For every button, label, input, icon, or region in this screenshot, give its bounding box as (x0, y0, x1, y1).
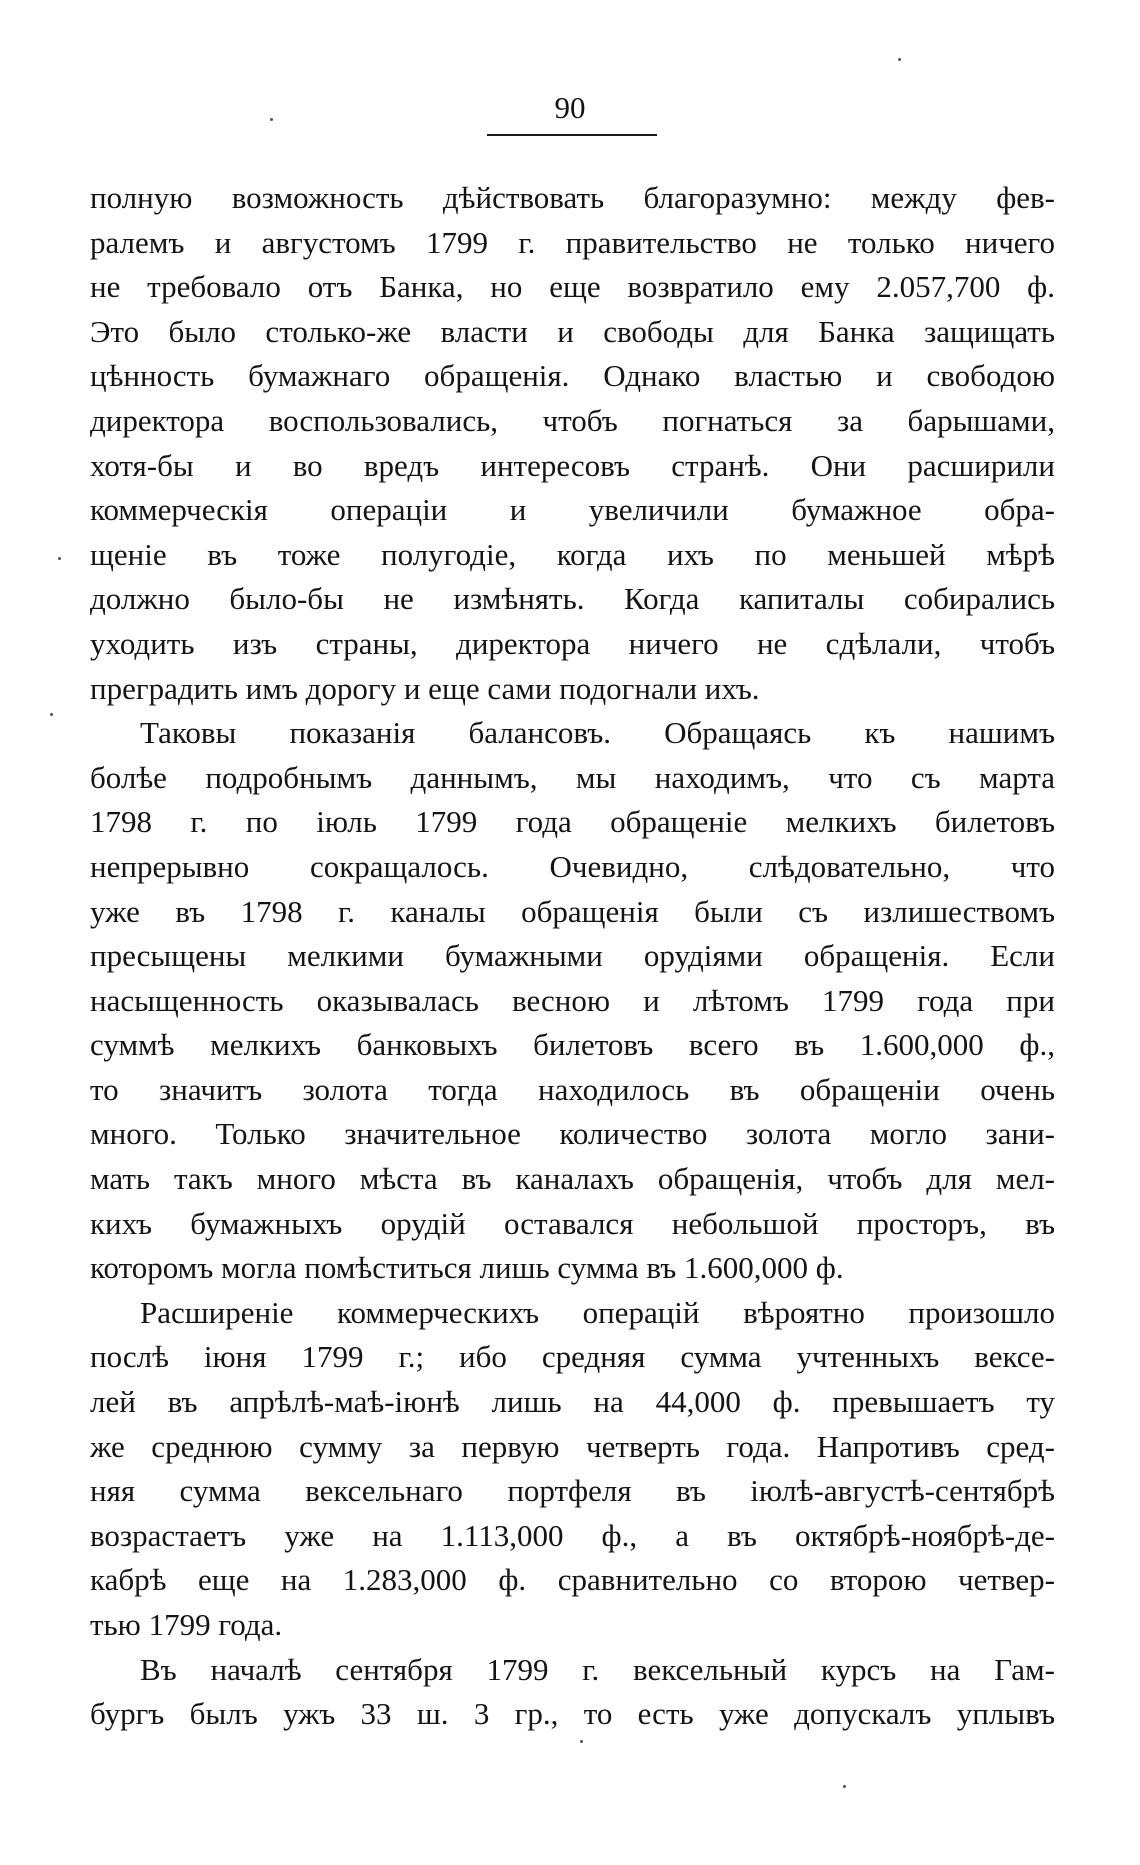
text-line: то значитъ золота тогда находилось въ обращеніи очень (90, 1071, 1055, 1107)
text-line: 1798 г. по іюль 1799 года обращеніе мелкихъ билетовъ (90, 804, 1055, 840)
text-line: суммѣ мелкихъ банковыхъ билетовъ всего въ 1.600,000 ф., (90, 1027, 1055, 1063)
text-line: болѣе подробнымъ даннымъ, мы находимъ, что съ марта (90, 759, 1055, 795)
text-line: Это было столько-же власти и свободы для Банка защищать (90, 313, 1055, 349)
text-line: коммерческія операціи и увеличили бумажное обра- (90, 492, 1055, 528)
text-line: няя сумма вексельнаго портфеля въ іюлѣ-августѣ-сентябрѣ (90, 1473, 1055, 1509)
text-line: ралемъ и августомъ 1799 г. правительство не только ничего (90, 224, 1055, 260)
text-line: кихъ бумажныхъ орудій оставался небольшой просторъ, въ (90, 1205, 1055, 1241)
text-line: насыщенность оказывалась весною и лѣтомъ 1799 года при (90, 982, 1055, 1018)
page-number-rule (487, 134, 657, 136)
text-line: мать такъ много мѣста въ каналахъ обращенія, чтобъ для мел- (90, 1161, 1055, 1197)
text-line: Въ началѣ сентября 1799 г. вексельный курсъ на Гам- (140, 1651, 1055, 1687)
scan-speck (580, 1740, 583, 1743)
text-line: непрерывно сокращалось. Очевидно, слѣдовательно, что (90, 848, 1055, 884)
scan-speck (898, 58, 901, 61)
text-line: уже въ 1798 г. каналы обращенія были съ излишествомъ (90, 893, 1055, 929)
text-line: не требовало отъ Банка, но еще возвратило ему 2.057,700 ф. (90, 269, 1055, 305)
text-line: преградить имъ дорогу и еще сами подогнали ихъ. (90, 670, 760, 706)
scan-speck (50, 713, 53, 716)
scan-speck (270, 118, 273, 121)
text-line: же среднюю сумму за первую четверть года. Напротивъ сред- (90, 1428, 1055, 1464)
scan-speck (843, 1785, 846, 1788)
text-line: которомъ могла помѣститься лишь сумма въ 1.600,000 ф. (90, 1250, 844, 1286)
scan-speck (58, 557, 61, 560)
text-line: много. Только значительное количество золота могло зани- (90, 1116, 1055, 1152)
text-line: кабрѣ еще на 1.283,000 ф. сравнительно со второю четвер- (90, 1562, 1055, 1598)
text-line: тью 1799 года. (90, 1607, 283, 1642)
text-line: Расширеніе коммерческихъ операцій вѣроятно произошло (140, 1294, 1055, 1330)
text-line: хотя-бы и во вредъ интересовъ странѣ. Они расширили (90, 447, 1055, 483)
page-number: 90 (554, 90, 586, 125)
text-line: щеніе въ тоже полугодіе, когда ихъ по меньшей мѣрѣ (90, 536, 1055, 572)
text-line: уходить изъ страны, директора ничего не сдѣлали, чтобъ (90, 625, 1055, 661)
text-line: директора воспользовались, чтобъ погнаться за барышами, (90, 402, 1055, 438)
text-line: Таковы показанія балансовъ. Обращаясь къ нашимъ (140, 715, 1055, 751)
text-line: пресыщены мелкими бумажными орудіями обращенія. Если (90, 938, 1055, 974)
text-line: бургъ былъ ужъ 33 ш. 3 гр., то есть уже допускалъ уплывъ (90, 1696, 1055, 1732)
text-line: цѣнность бумажнаго обращенія. Однако властью и свободою (90, 358, 1055, 394)
text-line: полную возможность дѣйствовать благоразумно: между фев- (90, 180, 1055, 215)
text-line: лей въ апрѣлѣ-маѣ-іюнѣ лишь на 44,000 ф. превышаетъ ту (90, 1384, 1055, 1420)
body-text (90, 176, 1055, 1737)
text-line: возрастаетъ уже на 1.113,000 ф., а въ октябрѣ-ноябрѣ-де- (90, 1517, 1055, 1553)
text-line: послѣ іюня 1799 г.; ибо средняя сумма учтенныхъ вексе- (90, 1339, 1055, 1375)
text-line: должно было-бы не измѣнять. Когда капиталы собирались (90, 581, 1055, 617)
